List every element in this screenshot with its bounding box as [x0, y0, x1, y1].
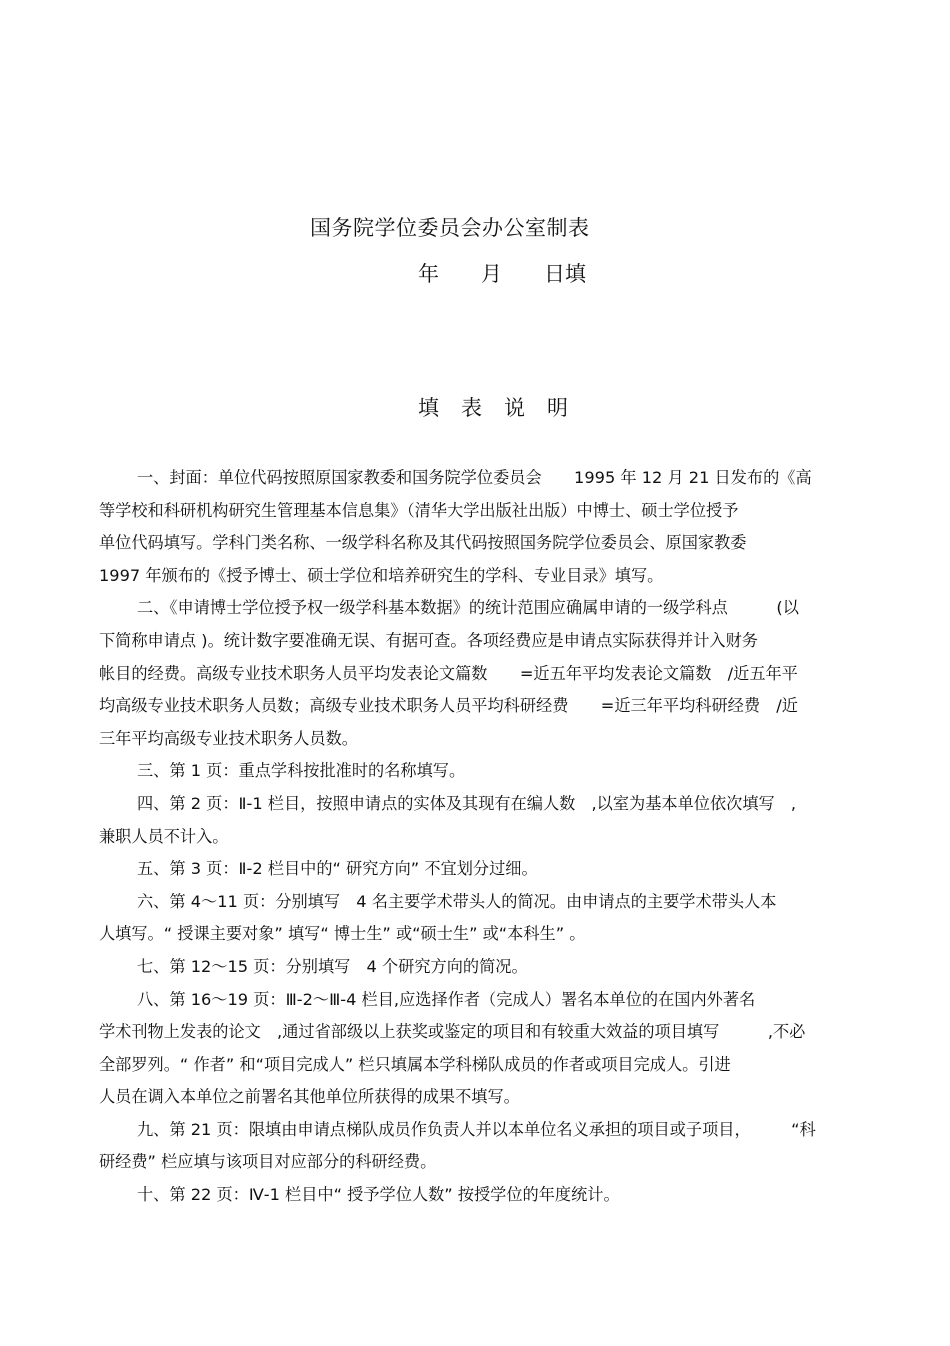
- instruction-line: 单位代码填写。学科门类名称、一级学科名称及其代码按照国务院学位委员会、原国家教委: [99, 533, 747, 553]
- instruction-line: 人填写。“ 授课主要对象” 填写“ 博士生” 或“硕士生” 或“本科生” 。: [99, 924, 586, 944]
- date-month-label: 月: [481, 262, 502, 286]
- instruction-line: 帐目的经费。高级专业技术职务人员平均发表论文篇数 =近五年平均发表论文篇数 /近五年平: [99, 663, 798, 683]
- instruction-line: 全部罗列。“ 作者” 和“项目完成人” 栏只填属本学科梯队成员的作者或项目完成人。引进: [99, 1054, 731, 1074]
- instruction-line: 下简称申请点 )。统计数字要准确无误、有据可查。各项经费应是申请点实际获得并计入财务: [99, 630, 758, 650]
- instruction-line: 三年平均高级专业技术职务人员数。: [99, 728, 358, 748]
- instruction-line: 人员在调入本单位之前署名其他单位所获得的成果不填写。: [99, 1087, 520, 1107]
- instruction-line: 均高级专业技术职务人员数；高级专业技术职务人员平均科研经费 =近三年平均科研经费 /近: [99, 696, 798, 716]
- instruction-line: 三、第 1 页：重点学科按批准时的名称填写。: [137, 761, 466, 781]
- instruction-line: 八、第 16～19 页：Ⅲ-2～Ⅲ-4 栏目,应选择作者（完成人）署名本单位的在国内外著名: [137, 989, 756, 1009]
- instructions-body: [99, 462, 874, 1212]
- instruction-line: 学术刊物上发表的论文 ,通过省部级以上获奖或鉴定的项目和有较重大效益的项目填写 ,不必: [99, 1022, 806, 1042]
- fill-date-line: [418, 258, 586, 288]
- instruction-line: 等学校和科研机构研究生管理基本信息集》（清华大学出版社出版）中博士、硕士学位授予: [99, 500, 739, 520]
- instruction-line: 研经费” 栏应填与该项目对应部分的科研经费。: [99, 1152, 437, 1172]
- instruction-line: 九、第 21 页：限填由申请点梯队成员作负责人并以本单位名义承担的项目或子项目， “科: [137, 1119, 816, 1139]
- instruction-line: 一、封面：单位代码按照原国家教委和国务院学位委员会 1995 年 12 月 21 日发布的《高: [137, 468, 812, 487]
- instruction-line: 五、第 3 页：Ⅱ-2 栏目中的“ 研究方向” 不宜划分过细。: [137, 859, 538, 879]
- instruction-line: 七、第 12～15 页：分别填写 4 个研究方向的简况。: [137, 956, 528, 976]
- date-year-label: 年: [418, 262, 439, 286]
- issuer-line: 国务院学位委员会办公室制表: [310, 216, 590, 240]
- instruction-line: 四、第 2 页：Ⅱ-1 栏目，按照申请点的实体及其现有在编人数 ,以室为基本单位依次填写 ,: [137, 793, 797, 813]
- instruction-line: 六、第 4～11 页：分别填写 4 名主要学术带头人的简况。由申请点的主要学术带头人本: [137, 891, 777, 911]
- date-day-label: 日填: [544, 262, 586, 286]
- instruction-line: 二、《申请博士学位授予权一级学科基本数据》的统计范围应确属申请的一级学科点 (以: [137, 598, 799, 618]
- instructions-title: 填表说明: [418, 396, 590, 420]
- instruction-line: 兼职人员不计入。: [99, 826, 229, 846]
- instruction-line: 1997 年颁布的《授予博士、硕士学位和培养研究生的学科、专业目录》填写。: [99, 565, 664, 585]
- instruction-line: 十、第 22 页：Ⅳ-1 栏目中“ 授予学位人数” 按授学位的年度统计。: [137, 1185, 620, 1205]
